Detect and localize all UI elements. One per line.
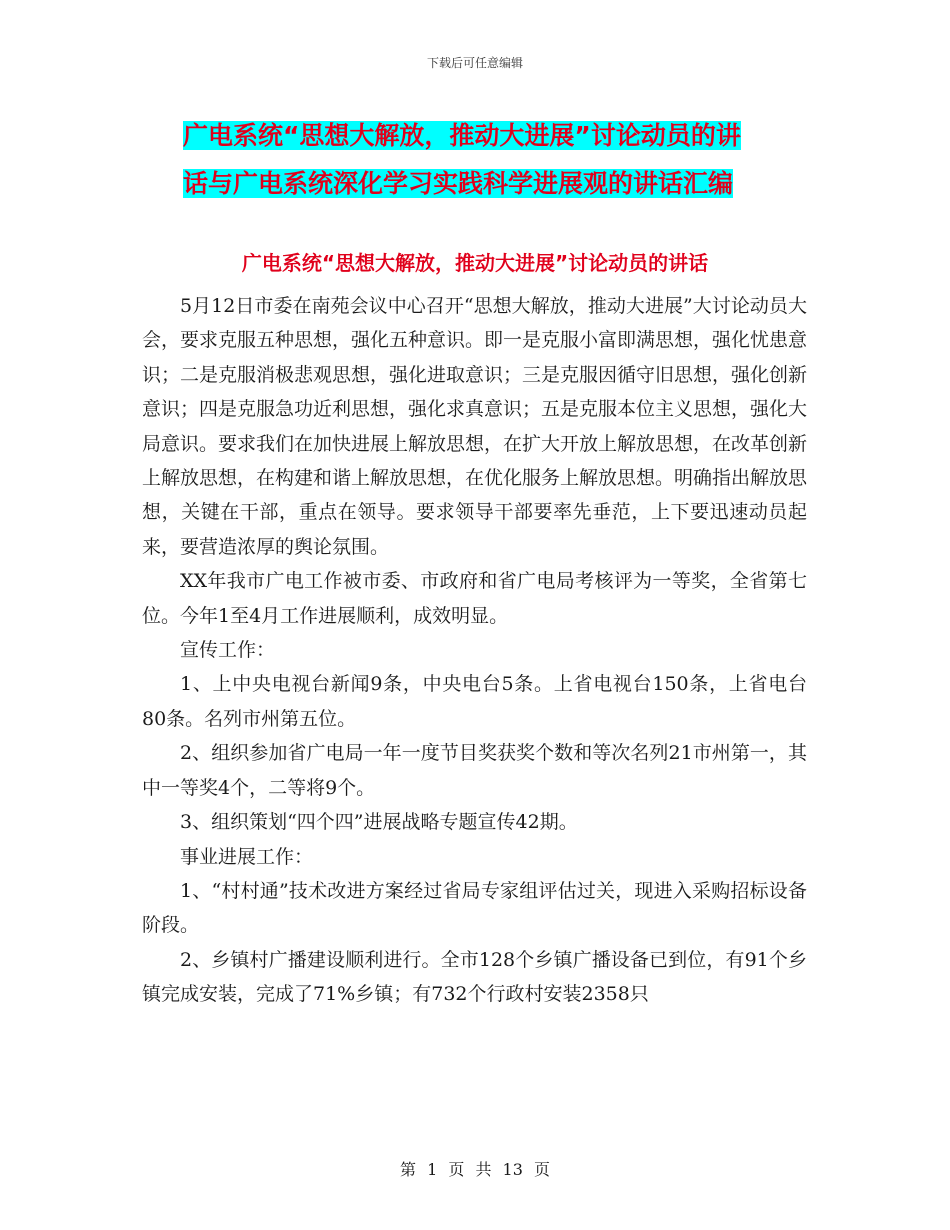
page-number-footer: 第 1 页 共 13 页 [400, 1160, 550, 1179]
paragraph: 宣传工作： [180, 639, 276, 662]
section-title: 广电系统“思想大解放，推动大进展”讨论动员的讲话 [241, 251, 709, 275]
document-title-line-1 [183, 112, 828, 160]
paragraph: 1、上中央电视台新闻9条，中央电台5条。上省电视台150条，上省电台80条。名列市州第五位。 [142, 673, 807, 730]
paragraph: 事业进展工作： [180, 845, 314, 868]
paragraph: 3、组织策划“四个四”进展战略专题宣传42期。 [180, 811, 578, 834]
title-highlight-2: 话与广电系统深化学习实践科学进展观的讲话汇编 [183, 169, 734, 198]
paragraph: 5月12日市委在南苑会议中心召开“思想大解放，推动大进展”大讨论动员大会，要求克服五种思想，强化五种意识。即一是克服小富即满思想，强化忧患意识；二是克服消极悲观思想，强化进取意识；三是克服因循守旧思想，强化创新意识；四是克服急功近利思想，强化求真意识；五是克服本位主义思想，强化大局意识。要求我们在加快进展上解放思想，在扩大开放上解放思想，在改革创新上解放思想，在构建和谐上解放思想，在优化服务上解放思想。明确指出解放思想，关键在干部，重点在领导。要求领导干部要率先垂范，上下要迅速动员起来，要营造浓厚的舆论氛围。 [142, 295, 808, 558]
document-title-line-2 [183, 160, 828, 208]
document-title [183, 112, 828, 208]
paragraph: XX年我市广电工作被市委、市政府和省广电局考核评为一等奖，全省第七位。今年1至4月工作进展顺利，成效明显。 [142, 570, 807, 627]
paragraph: 1、“村村通”技术改进方案经过省局专家组评估过关，现进入采购招标设备阶段。 [142, 879, 807, 937]
page-header-note: 下载后可任意编辑 [426, 56, 523, 70]
paragraph: 2、组织参加省广电局一年一度节目奖获奖个数和等次名列21市州第一，其中一等奖4个，二等将9个。 [142, 742, 807, 799]
title-highlight-1: 广电系统“思想大解放，推动大进展”讨论动员的讲 [183, 121, 741, 150]
paragraph: 2、乡镇村广播建设顺利进行。全市128个乡镇广播设备已到位，有91个乡镇完成安装，完成了71%乡镇；有732个行政村安装2358只 [142, 948, 807, 1006]
document-body [142, 289, 807, 1012]
